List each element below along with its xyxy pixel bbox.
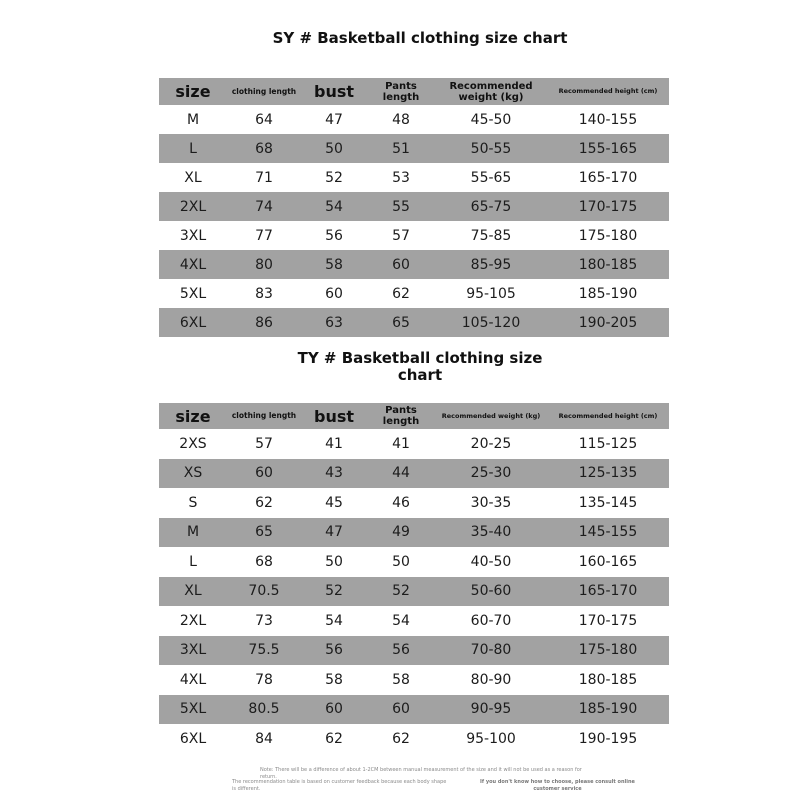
height-cell: 190-205: [547, 308, 669, 337]
height-cell: 180-185: [547, 665, 669, 695]
size-header: size: [159, 403, 227, 429]
table-row: [159, 636, 669, 666]
bust-cell: 52: [301, 163, 367, 192]
weight-cell: 30-35: [435, 488, 547, 518]
pants-length-cell: 60: [367, 250, 435, 279]
clothing-length-cell: 70.5: [227, 577, 301, 607]
height-cell: 180-185: [547, 250, 669, 279]
height-cell: 175-180: [547, 636, 669, 666]
clothing-length-header: clothing length: [227, 78, 301, 105]
size-cell: L: [159, 547, 227, 577]
bust-header: bust: [301, 403, 367, 429]
height-cell: 170-175: [547, 192, 669, 221]
table-row: [159, 308, 669, 337]
weight-header: Recommended weight (kg): [435, 403, 547, 429]
weight-cell: 25-30: [435, 459, 547, 489]
sy-size-table: [159, 78, 669, 337]
bust-header: bust: [301, 78, 367, 105]
height-cell: 155-165: [547, 134, 669, 163]
bust-cell: 45: [301, 488, 367, 518]
height-cell: 190-195: [547, 724, 669, 754]
size-cell: 6XL: [159, 308, 227, 337]
bust-cell: 58: [301, 665, 367, 695]
size-cell: XL: [159, 163, 227, 192]
size-cell: L: [159, 134, 227, 163]
sy-chart-title: SY # Basketball clothing size chart: [272, 29, 568, 47]
table-row: [159, 665, 669, 695]
weight-cell: 45-50: [435, 105, 547, 134]
clothing-length-cell: 73: [227, 606, 301, 636]
weight-cell: 80-90: [435, 665, 547, 695]
weight-cell: 105-120: [435, 308, 547, 337]
height-cell: 145-155: [547, 518, 669, 548]
bust-cell: 54: [301, 606, 367, 636]
bust-cell: 56: [301, 221, 367, 250]
table-row: [159, 163, 669, 192]
size-cell: XL: [159, 577, 227, 607]
customer-service-note: If you don't know how to choose, please consult online customer service: [480, 779, 635, 792]
size-cell: 2XL: [159, 606, 227, 636]
clothing-length-cell: 75.5: [227, 636, 301, 666]
size-cell: 5XL: [159, 695, 227, 725]
pants-length-cell: 65: [367, 308, 435, 337]
pants-length-cell: 60: [367, 695, 435, 725]
height-header: Recommended height (cm): [547, 78, 669, 105]
table-row: [159, 724, 669, 754]
ty-size-table: [159, 403, 669, 754]
clothing-length-cell: 57: [227, 429, 301, 459]
bust-cell: 54: [301, 192, 367, 221]
pants-length-cell: 46: [367, 488, 435, 518]
bust-cell: 52: [301, 577, 367, 607]
size-header: size: [159, 78, 227, 105]
weight-cell: 40-50: [435, 547, 547, 577]
pants-length-cell: 55: [367, 192, 435, 221]
weight-cell: 55-65: [435, 163, 547, 192]
height-cell: 165-170: [547, 577, 669, 607]
clothing-length-cell: 68: [227, 134, 301, 163]
pants-length-cell: 62: [367, 724, 435, 754]
height-cell: 160-165: [547, 547, 669, 577]
table-row: [159, 459, 669, 489]
clothing-length-cell: 60: [227, 459, 301, 489]
table-row: [159, 134, 669, 163]
pants-length-cell: 50: [367, 547, 435, 577]
pants-length-cell: 51: [367, 134, 435, 163]
clothing-length-cell: 74: [227, 192, 301, 221]
weight-cell: 35-40: [435, 518, 547, 548]
size-cell: 4XL: [159, 665, 227, 695]
clothing-length-cell: 68: [227, 547, 301, 577]
table-row: [159, 250, 669, 279]
table-row: [159, 279, 669, 308]
bust-cell: 50: [301, 134, 367, 163]
bust-cell: 41: [301, 429, 367, 459]
weight-header: Recommended weight (kg): [435, 78, 547, 105]
clothing-length-cell: 65: [227, 518, 301, 548]
size-cell: 2XL: [159, 192, 227, 221]
pants-length-cell: 48: [367, 105, 435, 134]
clothing-length-cell: 62: [227, 488, 301, 518]
table-row: [159, 518, 669, 548]
pants-length-cell: 44: [367, 459, 435, 489]
header-row: [159, 78, 669, 105]
weight-cell: 70-80: [435, 636, 547, 666]
clothing-length-cell: 80: [227, 250, 301, 279]
bust-cell: 47: [301, 105, 367, 134]
height-cell: 175-180: [547, 221, 669, 250]
pants-length-cell: 54: [367, 606, 435, 636]
clothing-length-cell: 84: [227, 724, 301, 754]
clothing-length-cell: 71: [227, 163, 301, 192]
table-row: [159, 192, 669, 221]
height-cell: 185-190: [547, 695, 669, 725]
size-cell: S: [159, 488, 227, 518]
pants-length-cell: 52: [367, 577, 435, 607]
weight-cell: 95-105: [435, 279, 547, 308]
table-row: [159, 577, 669, 607]
weight-cell: 60-70: [435, 606, 547, 636]
table-row: [159, 105, 669, 134]
size-cell: 6XL: [159, 724, 227, 754]
weight-cell: 50-60: [435, 577, 547, 607]
bust-cell: 63: [301, 308, 367, 337]
height-cell: 115-125: [547, 429, 669, 459]
size-cell: XS: [159, 459, 227, 489]
bust-cell: 58: [301, 250, 367, 279]
pants-length-cell: 57: [367, 221, 435, 250]
header-row: [159, 403, 669, 429]
pants-length-cell: 53: [367, 163, 435, 192]
weight-cell: 90-95: [435, 695, 547, 725]
recommendation-note: The recommendation table is based on customer feedback because each body shape is different.: [232, 779, 447, 792]
height-cell: 125-135: [547, 459, 669, 489]
weight-cell: 75-85: [435, 221, 547, 250]
pants-length-cell: 58: [367, 665, 435, 695]
table-row: [159, 221, 669, 250]
bust-cell: 47: [301, 518, 367, 548]
pants-length-cell: 41: [367, 429, 435, 459]
height-cell: 170-175: [547, 606, 669, 636]
bust-cell: 43: [301, 459, 367, 489]
clothing-length-cell: 77: [227, 221, 301, 250]
pants-length-cell: 49: [367, 518, 435, 548]
height-cell: 185-190: [547, 279, 669, 308]
table-row: [159, 606, 669, 636]
clothing-length-cell: 83: [227, 279, 301, 308]
pants-length-cell: 56: [367, 636, 435, 666]
size-cell: 5XL: [159, 279, 227, 308]
weight-cell: 95-100: [435, 724, 547, 754]
weight-cell: 85-95: [435, 250, 547, 279]
size-cell: M: [159, 105, 227, 134]
bust-cell: 62: [301, 724, 367, 754]
bust-cell: 56: [301, 636, 367, 666]
table-row: [159, 547, 669, 577]
size-cell: 4XL: [159, 250, 227, 279]
table-row: [159, 429, 669, 459]
measurement-note: Note: There will be a difference of about 1-2CM between manual measurement of the size and it will not be used as a reason for return.: [260, 767, 582, 780]
weight-cell: 65-75: [435, 192, 547, 221]
height-cell: 165-170: [547, 163, 669, 192]
size-cell: 3XL: [159, 221, 227, 250]
weight-cell: 50-55: [435, 134, 547, 163]
bust-cell: 60: [301, 279, 367, 308]
ty-chart-title: TY # Basketball clothing size chart: [297, 349, 543, 384]
pants-length-cell: 62: [367, 279, 435, 308]
clothing-length-cell: 86: [227, 308, 301, 337]
weight-cell: 20-25: [435, 429, 547, 459]
bust-cell: 50: [301, 547, 367, 577]
size-cell: 3XL: [159, 636, 227, 666]
table-row: [159, 488, 669, 518]
clothing-length-cell: 80.5: [227, 695, 301, 725]
bust-cell: 60: [301, 695, 367, 725]
clothing-length-cell: 78: [227, 665, 301, 695]
pants-length-header: Pants length: [367, 78, 435, 105]
clothing-length-cell: 64: [227, 105, 301, 134]
height-cell: 140-155: [547, 105, 669, 134]
clothing-length-header: clothing length: [227, 403, 301, 429]
size-cell: M: [159, 518, 227, 548]
height-header: Recommended height (cm): [547, 403, 669, 429]
height-cell: 135-145: [547, 488, 669, 518]
size-cell: 2XS: [159, 429, 227, 459]
pants-length-header: Pants length: [367, 403, 435, 429]
table-row: [159, 695, 669, 725]
